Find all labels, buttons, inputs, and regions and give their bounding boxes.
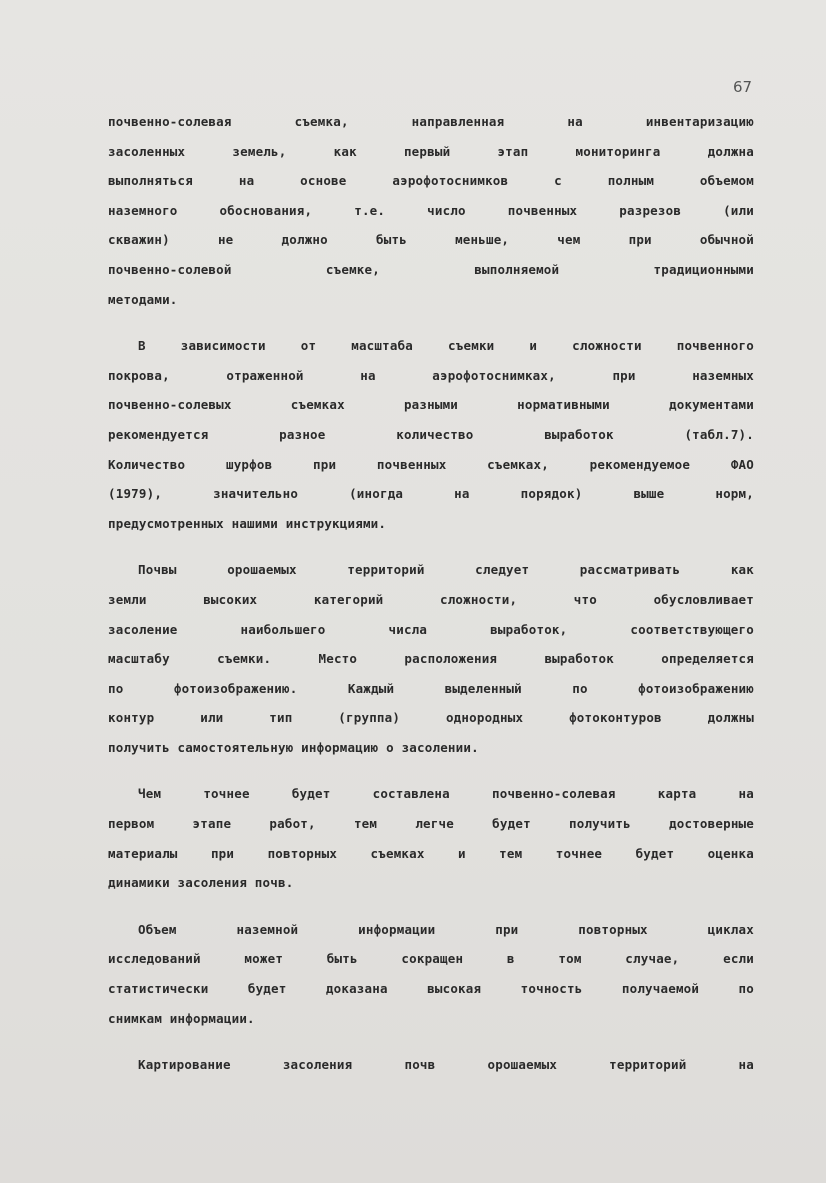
- text-line: статистически будет доказана высокая точность получаемой по: [108, 981, 754, 997]
- paragraph-5: [108, 915, 754, 1033]
- text-line: предусмотренных нашими инструкциями.: [108, 515, 387, 531]
- paragraph-1: [108, 107, 754, 314]
- text-line: (1979), значительно (иногда на порядок) выше норм,: [108, 486, 754, 502]
- paragraph-2: [108, 331, 754, 538]
- paragraph-3: [108, 555, 754, 762]
- text-line: рекомендуется разное количество выработок (табл.7).: [108, 426, 754, 442]
- text-line: скважин) не должно быть меньше, чем при обычной: [108, 232, 754, 248]
- text-line: Количество шурфов при почвенных съемках, рекомендуемое ФАО: [108, 456, 754, 472]
- text-line: динамики засоления почв.: [108, 875, 294, 891]
- text-line: получить самостоятельную информацию о засолении.: [108, 739, 479, 755]
- page-number: 67: [733, 78, 753, 96]
- text-line: Почвы орошаемых территорий следует рассматривать как: [138, 562, 754, 578]
- text-line: по фотоизображению. Каждый выделенный по фотоизображению: [108, 680, 754, 696]
- text-line: исследований может быть сокращен в том случае, если: [108, 951, 754, 967]
- paragraph-4: [108, 779, 754, 897]
- text-line: покрова, отраженной на аэрофотоснимках, при наземных: [108, 367, 754, 383]
- text-line: снимкам информации.: [108, 1010, 255, 1026]
- text-line: земли высоких категорий сложности, что обусловливает: [108, 591, 754, 607]
- text-line: выполняться на основе аэрофотоснимков с полным объемом: [108, 173, 754, 189]
- text-line: Картирование засоления почв орошаемых территорий на: [138, 1057, 754, 1073]
- text-line: наземного обоснования, т.е. число почвенных разрезов (или: [108, 202, 754, 218]
- text-line: засоление наибольшего числа выработок, соответствующего: [108, 621, 754, 637]
- text-line: масштабу съемки. Место расположения выработок определяется: [108, 651, 754, 667]
- text-line: материалы при повторных съемках и тем точнее будет оценка: [108, 845, 754, 861]
- text-line: В зависимости от масштаба съемки и сложности почвенного: [138, 338, 754, 354]
- body-text: [108, 107, 754, 1097]
- text-line: почвенно-солевых съемках разными нормативными документами: [108, 397, 754, 413]
- paragraph-6: [108, 1050, 754, 1080]
- text-line: почвенно-солевая съемка, направленная на инвентаризацию: [108, 114, 754, 129]
- text-line: контур или тип (группа) однородных фотоконтуров должны: [108, 710, 754, 726]
- text-line: первом этапе работ, тем легче будет получить достоверные: [108, 816, 754, 832]
- text-line: почвенно-солевой съемке, выполняемой традиционными: [108, 261, 754, 277]
- text-line: Объем наземной информации при повторных циклах: [138, 921, 754, 937]
- text-line: засоленных земель, как первый этап мониторинга должна: [108, 143, 754, 159]
- text-line: методами.: [108, 291, 178, 307]
- text-line: Чем точнее будет составлена почвенно-солевая карта на: [138, 786, 754, 802]
